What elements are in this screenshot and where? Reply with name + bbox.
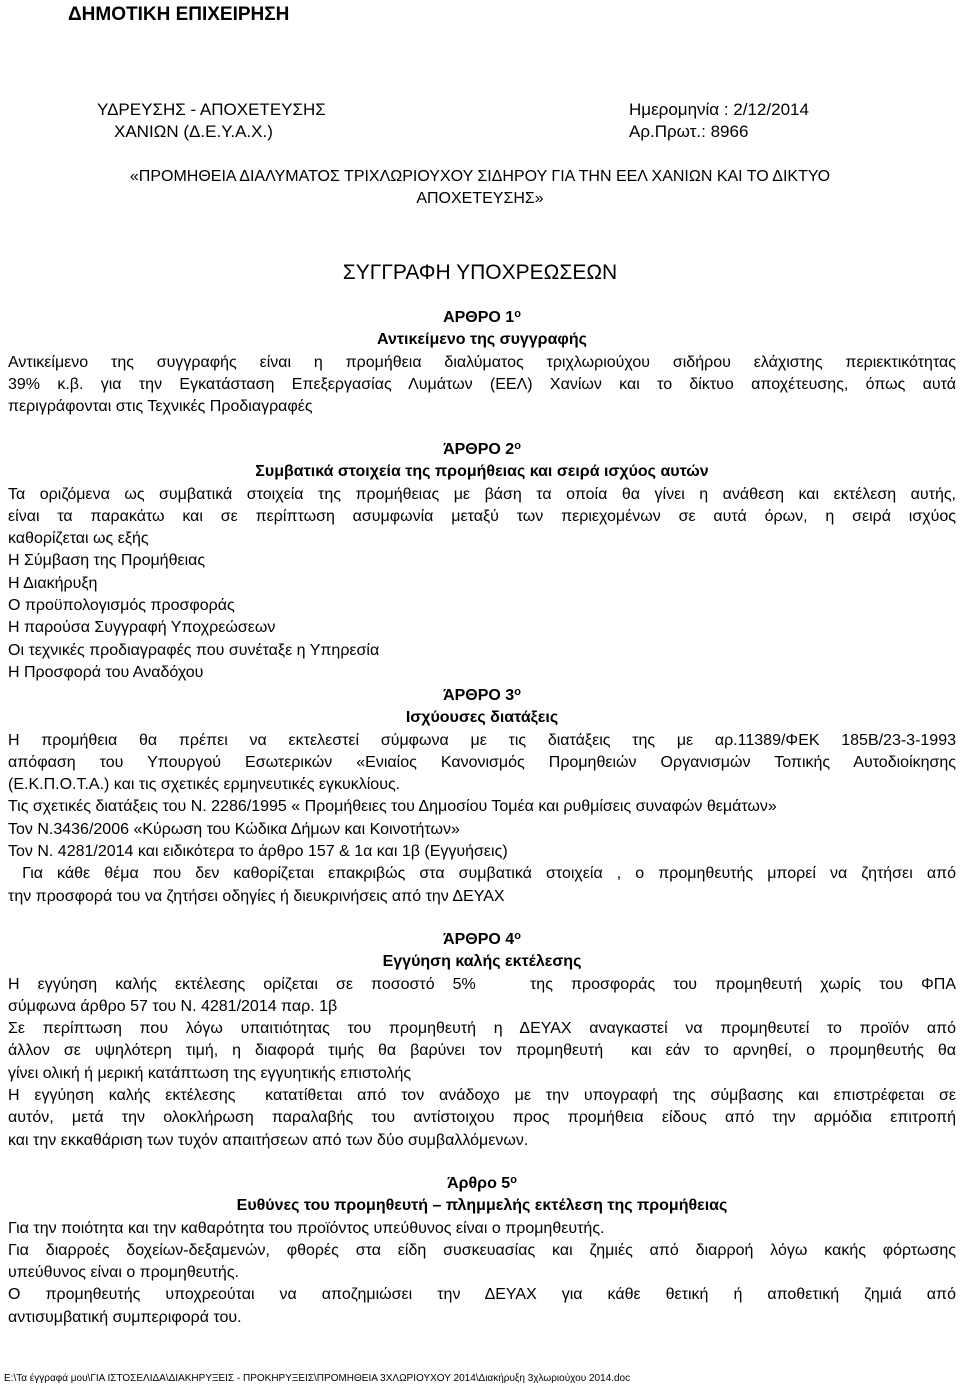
article-1-text-line: Αντικείμενο της συγγραφής είναι η προμήθεια διαλύματος τριχλωριούχου σιδήρου ελάχιστης περιεκτικότητας: [8, 353, 956, 371]
article-4-text-line: γίνει ολική ή μερική κατάπτωση της εγγυητικής επιστολής: [8, 1064, 412, 1082]
article-2-list-item: Η Διακήρυξη: [8, 574, 98, 592]
article-2-text-line: Τα οριζόμενα ως συμβατικά στοιχεία της προμήθειας με βάση τα οποία θα γίνει η ανάθεση και εκτέλεση αυτής,: [8, 485, 956, 503]
file-path-footer: E:\Τα έγγραφά μου\ΓΙΑ ΙΣΤΟΣΕΛΙΔΑ\ΔΙΑΚΗΡΥΞΕΙΣ - ΠΡΟΚΗΡΥΞΕΙΣ\ΠΡΟΜΗΘΕΙΑ 3ΧΛΩΡΙΟΥΧΟΥ 2014\Διακήρυξη 3χλωριούχου 2014.doc: [4, 1373, 631, 1384]
article-4-text-line: Σε περίπτωση που λόγω υπαιτιότητας του προμηθευτή η ΔΕΥΑΧ αναγκαστεί να προμηθευτεί το προϊόν από: [8, 1020, 956, 1038]
article-3: [8, 685, 956, 908]
article-5-text-line: Για διαρροές δοχείων-δεξαμενών, φθορές στα είδη συσκευασίας και ζημιές από διαρροή λόγω κακής φόρτωσης: [8, 1241, 956, 1259]
article-3-title: ΆΡΘΡΟ $3^o$: [443, 686, 521, 704]
organization-name: ΔΗΜΟΤΙΚΗ ΕΠΙΧΕΙΡΗΣΗ: [68, 4, 290, 25]
article-4: [8, 929, 956, 1152]
article-3-subtitle: Ισχύουσες διατάξεις: [405, 709, 559, 727]
article-1-text-line: 39% κ.β. για την Εγκατάσταση Επεξεργασίας Λυμάτων (ΕΕΛ) Χανίων και το δίκτυο αποχέτευσης, όπως αυτά: [8, 375, 956, 393]
article-1-text-line: περιγράφονται στις Τεχνικές Προδιαγραφές: [8, 398, 313, 416]
article-5-text-line: Για την ποιότητα και την καθαρότητα του προϊόντος υπεύθυνος είναι ο προμηθευτής.: [8, 1219, 605, 1237]
article-4-title: ΆΡΘΡΟ $4^o$: [443, 930, 521, 948]
article-2-list-item: Ο προϋπολογισμός προσφοράς: [8, 597, 235, 615]
article-3-text-line: (Ε.Κ.Π.Ο.Τ.Α.) και τις σχετικές ερμηνευτικές εγκυκλίους.: [8, 776, 401, 794]
article-4-text-line: Η εγγύηση καλής εκτέλεσης ορίζεται σε ποσοστό 5% της προσφοράς του προμηθευτή χωρίς του ΦΠΑ: [8, 975, 956, 993]
document-title: ΣΥΓΓΡΑΦΗ ΥΠΟΧΡΕΩΣΕΩΝ: [342, 261, 618, 284]
article-4-text-line: και την εκκαθάριση των τυχόν απαιτήσεων από των δύο συμβαλλόμενων.: [8, 1131, 529, 1149]
article-5-text-line: υπεύθυνος είναι ο προμηθευτής.: [8, 1264, 239, 1282]
subject-line-2: ΑΠΟΧΕΤΕΥΣΗΣ»: [416, 190, 544, 207]
article-2-subtitle: Συμβατικά στοιχεία της προμήθειας και σειρά ισχύος αυτών: [255, 463, 709, 481]
article-4-text-line: άλλον σε υψηλότερη τιμή, η διαφορά τιμής θα βαρύνει τον προμηθευτή και εάν το αρνηθεί, ο προμηθευτής θα: [8, 1042, 956, 1060]
article-3-text-line: Τον Ν.3436/2006 «Κύρωση του Κώδικα Δήμων και Κοινοτήτων»: [8, 820, 460, 838]
department-line-2: ΧΑΝΙΩΝ (Δ.Ε.Υ.Α.Χ.): [114, 122, 273, 141]
article-2-list-item: Οι τεχνικές προδιαγραφές που συνέταξε η Υπηρεσία: [8, 641, 380, 659]
subject-line-1: «ΠΡΟΜΗΘΕΙΑ ΔΙΑΛΥΜΑΤΟΣ ΤΡΙΧΛΩΡΙΟΥΧΟΥ ΣΙΔΗΡΟΥ ΓΙΑ ΤΗΝ ΕΕΛ ΧΑΝΙΩΝ ΚΑΙ ΤΟ ΔΙΚΤΥΟ: [129, 168, 831, 185]
article-1-subtitle: Αντικείμενο της συγγραφής: [377, 331, 587, 349]
article-2: [8, 439, 956, 684]
document-date: Ημερομηνία : 2/12/2014: [629, 100, 809, 119]
article-1-title: ΑΡΘΡΟ $1^o$: [443, 308, 521, 326]
article-5: [8, 1173, 956, 1329]
article-3-text-line: Τον Ν. 4281/2014 και ειδικότερα το άρθρο 157 & 1α και 1β (Εγγυήσεις): [8, 843, 508, 861]
article-2-text-line: καθορίζεται ως εξής: [8, 530, 149, 548]
article-4-text-line: αυτόν, μετά την ολοκλήρωση παραλαβής του αντίστοιχου προς προμήθεια είδους από την αρμόδια επιτροπή: [8, 1109, 956, 1127]
article-4-subtitle: Εγγύηση καλής εκτέλεσης: [382, 953, 582, 971]
article-5-title: Άρθρο $5^o$: [447, 1174, 517, 1192]
article-2-list-item: Η παρούσα Συγγραφή Υποχρεώσεων: [8, 619, 276, 637]
article-2-list-item: Η Σύμβαση της Προμήθειας: [8, 552, 206, 570]
article-1: [8, 307, 956, 418]
article-3-text-line: την προσφορά του να ζητήσει οδηγίες ή διευκρινήσεις από την ΔΕΥΑΧ: [8, 887, 505, 905]
article-5-subtitle: Ευθύνες του προμηθευτή – πλημμελής εκτέλεση της προμήθειας: [236, 1197, 728, 1215]
article-3-text-line: Τις σχετικές διατάξεις του Ν. 2286/1995 « Προμήθειες του Δημοσίου Τομέα και ρυθμίσεις συναφών θεμάτων»: [8, 798, 777, 816]
article-3-text-line: Για κάθε θέμα που δεν καθορίζεται επακριβώς στα συμβατικά στοιχεία , ο προμηθευτής μπορεί να ζητήσει από: [8, 865, 956, 883]
article-2-list-item: Η Προσφορά του Αναδόχου: [8, 663, 204, 681]
department-line-1: ΥΔΡΕΥΣΗΣ - ΑΠΟΧΕΤΕΥΣΗΣ: [97, 100, 326, 119]
protocol-number: Αρ.Πρωτ.: 8966: [629, 122, 749, 141]
article-3-text-line: απόφαση του Υπουργού Εσωτερικών «Ενιαίος Κανονισμός Προμηθειών Οργανισμών Τοπικής Αυτοδιοίκησης: [8, 753, 956, 771]
article-4-text-line: Η εγγύηση καλής εκτέλεσης κατατίθεται από τον ανάδοχο με την υπογραφή της σύμβασης και επιστρέφεται σε: [8, 1087, 956, 1105]
article-5-text-line: Ο προμηθευτής υποχρεούται να αποζημιώσει την ΔΕΥΑΧ για κάθε θετική ή αποθετική ζημιά από: [8, 1286, 956, 1304]
article-2-text-line: είναι τα παρακάτω και σε περίπτωση ασυμφωνία μεταξύ των περιεχομένων σε αυτά όρων, η σειρά ισχύος: [8, 507, 956, 525]
article-2-title: ΆΡΘΡΟ $2^o$: [443, 440, 521, 458]
article-3-text-line: Η προμήθεια θα πρέπει να εκτελεστεί σύμφωνα με τις διατάξεις της με αρ.11389/ΦΕΚ 185Β/23-3-1993: [8, 731, 956, 749]
article-5-text-line: αντισυμβατική συμπεριφορά του.: [8, 1308, 242, 1326]
article-4-text-line: σύμφωνα άρθρο 57 του Ν. 4281/2014 παρ. 1β: [8, 997, 338, 1015]
